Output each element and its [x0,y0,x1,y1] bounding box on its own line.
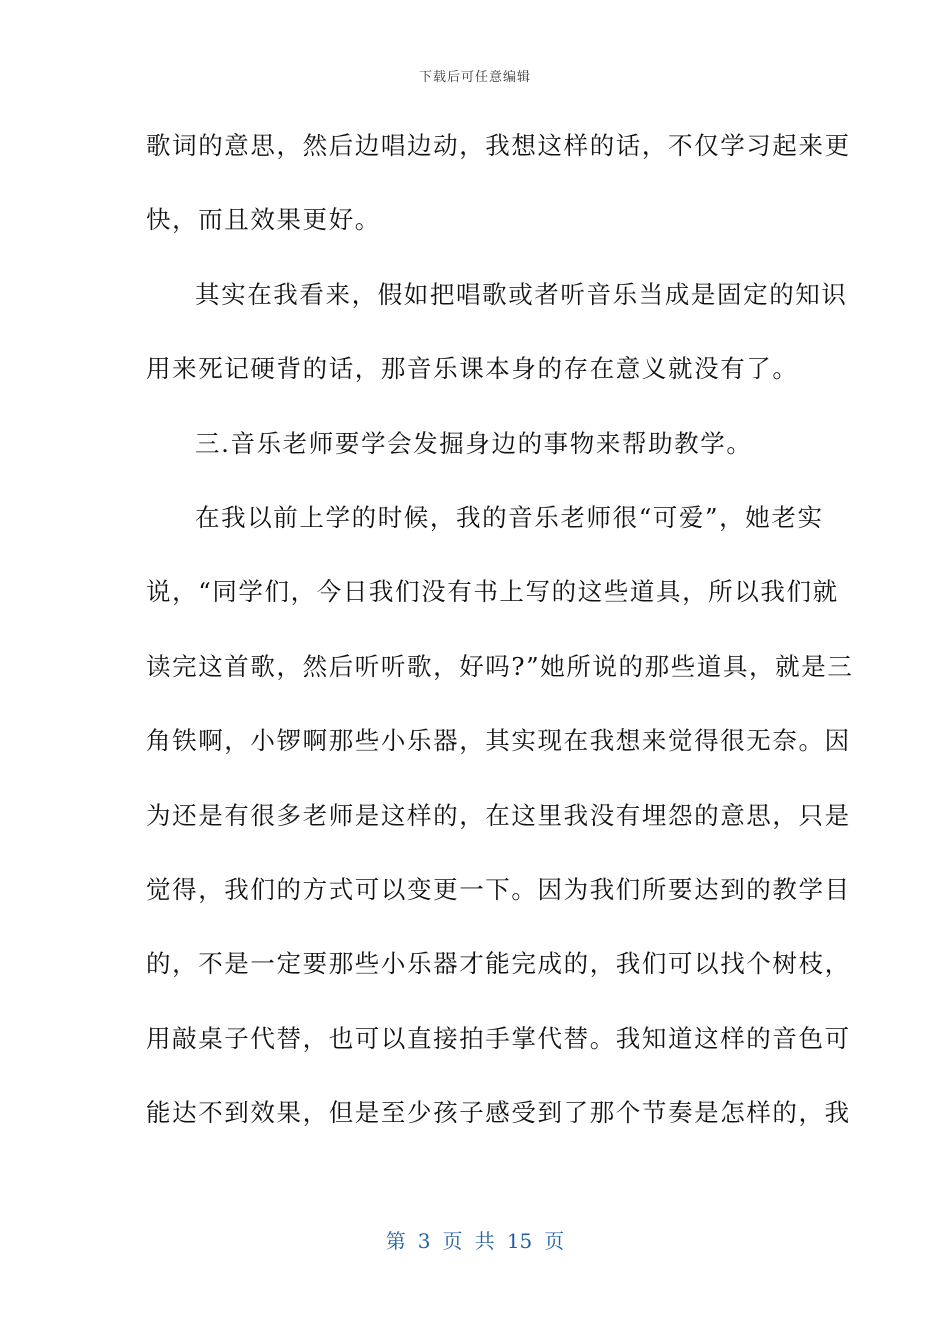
text-line: 用敲桌子代替，也可以直接拍手掌代替。我知道这样的音色可 [146,1023,851,1053]
document-body [146,126,854,1167]
text-line: 用来死记硬背的话，那音乐课本身的存在意义就没有了。 [146,354,799,384]
text-line: 说，“同学们，今日我们没有书上写的这些道具，所以我们就 [146,577,839,607]
footer-suffix: 页 [544,1229,565,1253]
footer-prefix: 第 [385,1229,406,1253]
text-line: 快，而且效果更好。 [146,205,381,235]
page-footer [0,1225,950,1254]
section-heading: 三.音乐老师要学会发掘身边的事物来帮助教学。 [195,428,753,458]
footer-middle: 页 共 [442,1229,495,1253]
page-header-note: 下载后可任意编辑 [418,70,531,85]
current-page-number: 3 [417,1229,431,1253]
text-line: 读完这首歌，然后听听歌，好吗?”她所说的那些道具，就是三 [146,651,854,681]
text-line: 能达不到效果，但是至少孩子感受到了那个节奏是怎样的，我 [146,1098,851,1128]
text-line: 觉得，我们的方式可以变更一下。因为我们所要达到的教学目 [146,874,851,904]
text-line: 其实在我看来，假如把唱歌或者听音乐当成是固定的知识 [195,279,848,309]
text-line: 为还是有很多老师是这样的，在这里我没有埋怨的意思，只是 [146,800,851,830]
total-pages-number: 15 [506,1229,533,1253]
text-line: 的，不是一定要那些小乐器才能完成的，我们可以找个树枝， [146,949,851,979]
text-line: 歌词的意思，然后边唱边动，我想这样的话，不仅学习起来更 [146,131,851,160]
text-line: 角铁啊，小锣啊那些小乐器，其实现在我想来觉得很无奈。因 [146,726,851,756]
text-line: 在我以前上学的时候，我的音乐老师很“可爱”，她老实 [195,502,824,532]
